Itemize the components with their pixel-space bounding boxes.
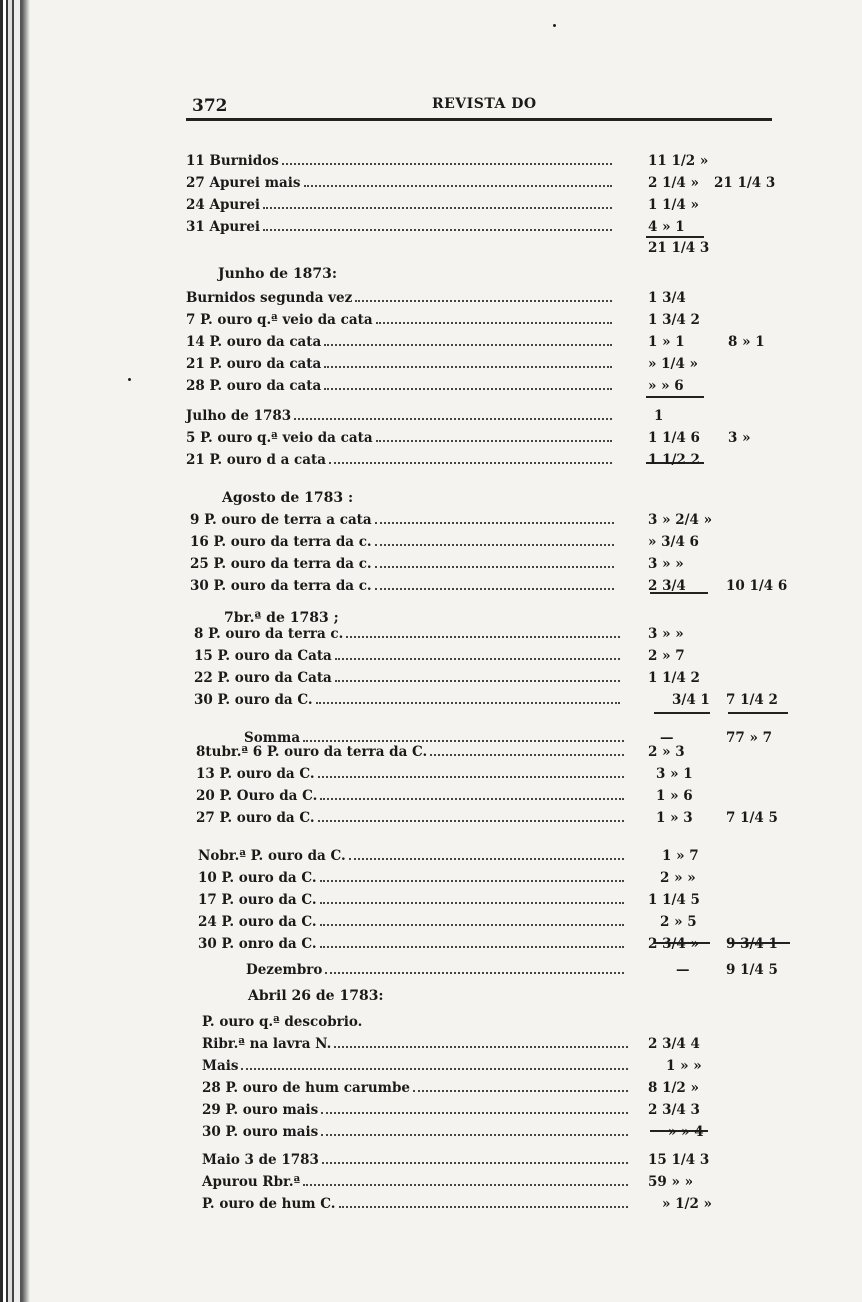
dot-leader	[303, 1174, 628, 1186]
dot-leader	[375, 556, 614, 568]
amount-column-2: 77 » 7	[726, 730, 773, 746]
ledger-row	[0, 175, 862, 197]
row-label: 30 P. ouro da C.	[194, 692, 313, 708]
ledger-row	[0, 240, 862, 262]
row-label: 28 P. ouro da cata	[186, 378, 322, 394]
ledger-row	[0, 848, 862, 870]
ledger-row	[0, 430, 862, 452]
amount-column-1: » 1/4 »	[648, 356, 698, 372]
amount-column-1: 2 3/4 4	[648, 1036, 700, 1052]
running-title: REVISTA DO	[432, 96, 537, 112]
ledger-row	[0, 670, 862, 692]
dot-leader	[349, 848, 624, 860]
amount-column-2: 7 1/4 5	[726, 810, 778, 826]
dot-leader	[294, 408, 612, 420]
ledger-row	[0, 810, 862, 832]
heading-abril: Abril 26 de 1783:	[248, 988, 384, 1004]
row-label: 30 P. ouro mais	[202, 1124, 319, 1140]
row-label: 20 P. Ouro da C.	[196, 788, 318, 804]
amount-column-1: 2 3/4 3	[648, 1102, 700, 1118]
dot-leader	[282, 153, 612, 165]
dot-leader	[321, 1102, 628, 1114]
dot-leader	[334, 1036, 628, 1048]
ledger-row	[0, 914, 862, 936]
row-label: Somma	[244, 730, 301, 746]
ledger-row	[0, 1196, 862, 1218]
amount-column-1: » » 4	[668, 1124, 704, 1140]
amount-column-1: 1 » »	[666, 1058, 702, 1074]
ledger-row	[0, 556, 862, 578]
amount-column-1: 21 1/4 3	[648, 240, 710, 256]
row-label: 8tubr.ª 6 P. ouro da terra da C.	[196, 744, 428, 760]
amount-column-2: 9 3/4 1	[726, 936, 778, 952]
row-label: 14 P. ouro da cata	[186, 334, 322, 350]
dot-leader	[241, 1058, 628, 1070]
amount-column-1: 1 3/4 2	[648, 312, 700, 328]
amount-column-1: 8 1/2 »	[648, 1080, 699, 1096]
amount-column-1: 3 » »	[648, 626, 684, 642]
row-label: 22 P. ouro da Cata	[194, 670, 332, 686]
row-label: Nobr.ª P. ouro da C.	[198, 848, 346, 864]
dot-leader	[335, 670, 620, 682]
row-label: 15 P. ouro da Cata	[194, 648, 332, 664]
amount-column-2: 10 1/4 6	[726, 578, 788, 594]
row-label: 24 P. ouro da C.	[198, 914, 317, 930]
amount-column-1: 3 » 1	[656, 766, 693, 782]
dot-leader	[324, 334, 612, 346]
row-label: Mais	[202, 1058, 239, 1074]
amount-column-1: 1 » 1	[648, 334, 685, 350]
row-label: 17 P. ouro da C.	[198, 892, 317, 908]
dot-leader	[413, 1080, 628, 1092]
page-number: 372	[192, 96, 228, 116]
row-label: 30 P. ouro da terra da c.	[190, 578, 372, 594]
row-label: 16 P. ouro da terra da c.	[190, 534, 372, 550]
dot-leader	[303, 730, 624, 742]
amount-column-1: 1 » 3	[656, 810, 693, 826]
amount-column-1: 2 » »	[660, 870, 696, 886]
row-label: 24 Apurei	[186, 197, 261, 213]
row-label: Apurou Rbr.ª	[202, 1174, 301, 1190]
amount-column-1: » » 6	[648, 378, 684, 394]
ledger-row	[0, 1174, 862, 1196]
dot-leader	[320, 936, 624, 948]
amount-column-1: » 3/4 6	[648, 534, 699, 550]
amount-column-1: 59 » »	[648, 1174, 694, 1190]
heading-setembro: 7br.ª de 1783 ;	[224, 610, 339, 626]
dot-leader	[375, 512, 614, 524]
ledger-row	[0, 197, 862, 219]
dot-leader	[320, 914, 624, 926]
page-header	[192, 96, 772, 116]
dot-leader	[263, 219, 612, 231]
ledger-row	[0, 626, 862, 648]
dot-leader	[376, 430, 612, 442]
dot-leader	[355, 290, 612, 302]
ledger-row	[0, 936, 862, 958]
dot-leader	[316, 692, 620, 704]
amount-column-1: 1 1/4 5	[648, 892, 700, 908]
ledger-row	[0, 578, 862, 600]
ledger-row	[0, 766, 862, 788]
ledger-row	[0, 1014, 862, 1036]
amount-column-1: 2 1/4 »	[648, 175, 699, 191]
row-label: 30 P. onro da C.	[198, 936, 317, 952]
amount-column-2: 21 1/4 3	[714, 175, 776, 191]
row-label: Burnidos segunda vez	[186, 290, 353, 306]
dot-leader	[263, 197, 612, 209]
dot-leader	[318, 810, 624, 822]
row-label: 27 P. ouro da C.	[196, 810, 315, 826]
amount-column-1: 2 » 3	[648, 744, 685, 760]
dot-leader	[318, 766, 624, 778]
row-label: 10 P. ouro da C.	[198, 870, 317, 886]
dot-leader	[320, 788, 624, 800]
dot-leader	[304, 175, 612, 187]
ledger-row	[0, 648, 862, 670]
row-label: 31 Apurei	[186, 219, 261, 235]
ledger-row	[0, 290, 862, 312]
row-label: 27 Apurei mais	[186, 175, 301, 191]
row-label: Julho de 1783	[186, 408, 292, 424]
row-label: 11 Burnidos	[186, 153, 279, 169]
ledger-row	[0, 1124, 862, 1146]
dot-leader	[335, 648, 620, 660]
row-label: P. ouro de hum C.	[202, 1196, 336, 1212]
header-rule	[186, 118, 772, 121]
row-label: 29 P. ouro mais	[202, 1102, 319, 1118]
dot-leader	[376, 312, 612, 324]
ledger-row	[0, 534, 862, 556]
amount-column-2: 9 1/4 5	[726, 962, 778, 978]
amount-column-1: 1 1/4 »	[648, 197, 699, 213]
row-label: 5 P. ouro q.ª veio da cata	[186, 430, 373, 446]
ledger-row	[0, 153, 862, 175]
amount-column-1: 2 » 7	[648, 648, 685, 664]
amount-column-2: 7 1/4 2	[726, 692, 778, 708]
ledger-row	[0, 870, 862, 892]
ledger-row	[0, 962, 862, 984]
row-label: P. ouro q.ª descobrio.	[202, 1014, 363, 1030]
dot-leader	[430, 744, 624, 756]
row-label: 25 P. ouro da terra da c.	[190, 556, 372, 572]
amount-column-1: 2 3/4 »	[648, 936, 699, 952]
row-label: Dezembro	[246, 962, 323, 978]
ledger-row	[0, 1102, 862, 1124]
row-label: 21 P. ouro d a cata	[186, 452, 326, 468]
amount-column-1: 1 » 7	[662, 848, 699, 864]
ledger-row	[0, 378, 862, 400]
ledger-row	[0, 408, 862, 430]
dot-leader	[324, 356, 612, 368]
amount-column-1: 2 3/4	[648, 578, 686, 594]
amount-column-1: 1 1/4 2	[648, 670, 700, 686]
row-label: Maio 3 de 1783	[202, 1152, 319, 1168]
dot-leader	[339, 1196, 628, 1208]
amount-column-1: 1	[654, 408, 664, 424]
dot-leader	[321, 1124, 628, 1136]
dot-leader	[375, 578, 614, 590]
amount-column-1: » 1/2 »	[662, 1196, 712, 1212]
dot-leader	[322, 1152, 628, 1164]
amount-column-1: 3 » 2/4 »	[648, 512, 713, 528]
row-label: 21 P. ouro da cata	[186, 356, 322, 372]
ledger-row	[0, 1152, 862, 1174]
amount-column-2: 8 » 1	[728, 334, 765, 350]
amount-column-1: 2 » 5	[660, 914, 697, 930]
print-speck	[553, 24, 556, 27]
amount-column-1: 1 1/4 6	[648, 430, 700, 446]
ledger-row	[0, 1036, 862, 1058]
amount-column-1: 3/4 1	[672, 692, 710, 708]
ledger-row	[0, 452, 862, 474]
ledger-row	[0, 1058, 862, 1080]
dot-leader	[346, 626, 620, 638]
amount-column-1: 4 » 1	[648, 219, 685, 235]
row-label: Ribr.ª na lavra N.	[202, 1036, 332, 1052]
ledger-row	[0, 1080, 862, 1102]
amount-column-1: —	[676, 962, 690, 978]
amount-column-1: 11 1/2 »	[648, 153, 709, 169]
amount-column-1: 1 3/4	[648, 290, 686, 306]
amount-column-2: 3 »	[728, 430, 751, 446]
heading-junho: Junho de 1873:	[218, 266, 338, 282]
dot-leader	[329, 452, 612, 464]
amount-column-1: 3 » »	[648, 556, 684, 572]
ledger-row	[0, 788, 862, 810]
dot-leader	[375, 534, 614, 546]
ledger-row	[0, 692, 862, 714]
row-label: 13 P. ouro da C.	[196, 766, 315, 782]
ledger-row	[0, 744, 862, 766]
ledger-row	[0, 334, 862, 356]
ledger-row	[0, 356, 862, 378]
ledger-row	[0, 892, 862, 914]
dot-leader	[324, 378, 612, 390]
amount-column-1: —	[660, 730, 674, 746]
row-label: 9 P. ouro de terra a cata	[190, 512, 372, 528]
amount-column-1: 1 » 6	[656, 788, 693, 804]
row-label: 8 P. ouro da terra c.	[194, 626, 344, 642]
ledger-row	[0, 219, 862, 241]
dot-leader	[320, 892, 624, 904]
ledger-row	[0, 512, 862, 534]
heading-agosto: Agosto de 1783 :	[222, 490, 354, 506]
dot-leader	[320, 870, 624, 882]
amount-column-1: 15 1/4 3	[648, 1152, 710, 1168]
row-label: 7 P. ouro q.ª veio da cata	[186, 312, 373, 328]
dot-leader	[325, 962, 624, 974]
ledger-row	[0, 312, 862, 334]
row-label: 28 P. ouro de hum carumbe	[202, 1080, 410, 1096]
amount-column-1: 1 1/2 2	[648, 452, 700, 468]
